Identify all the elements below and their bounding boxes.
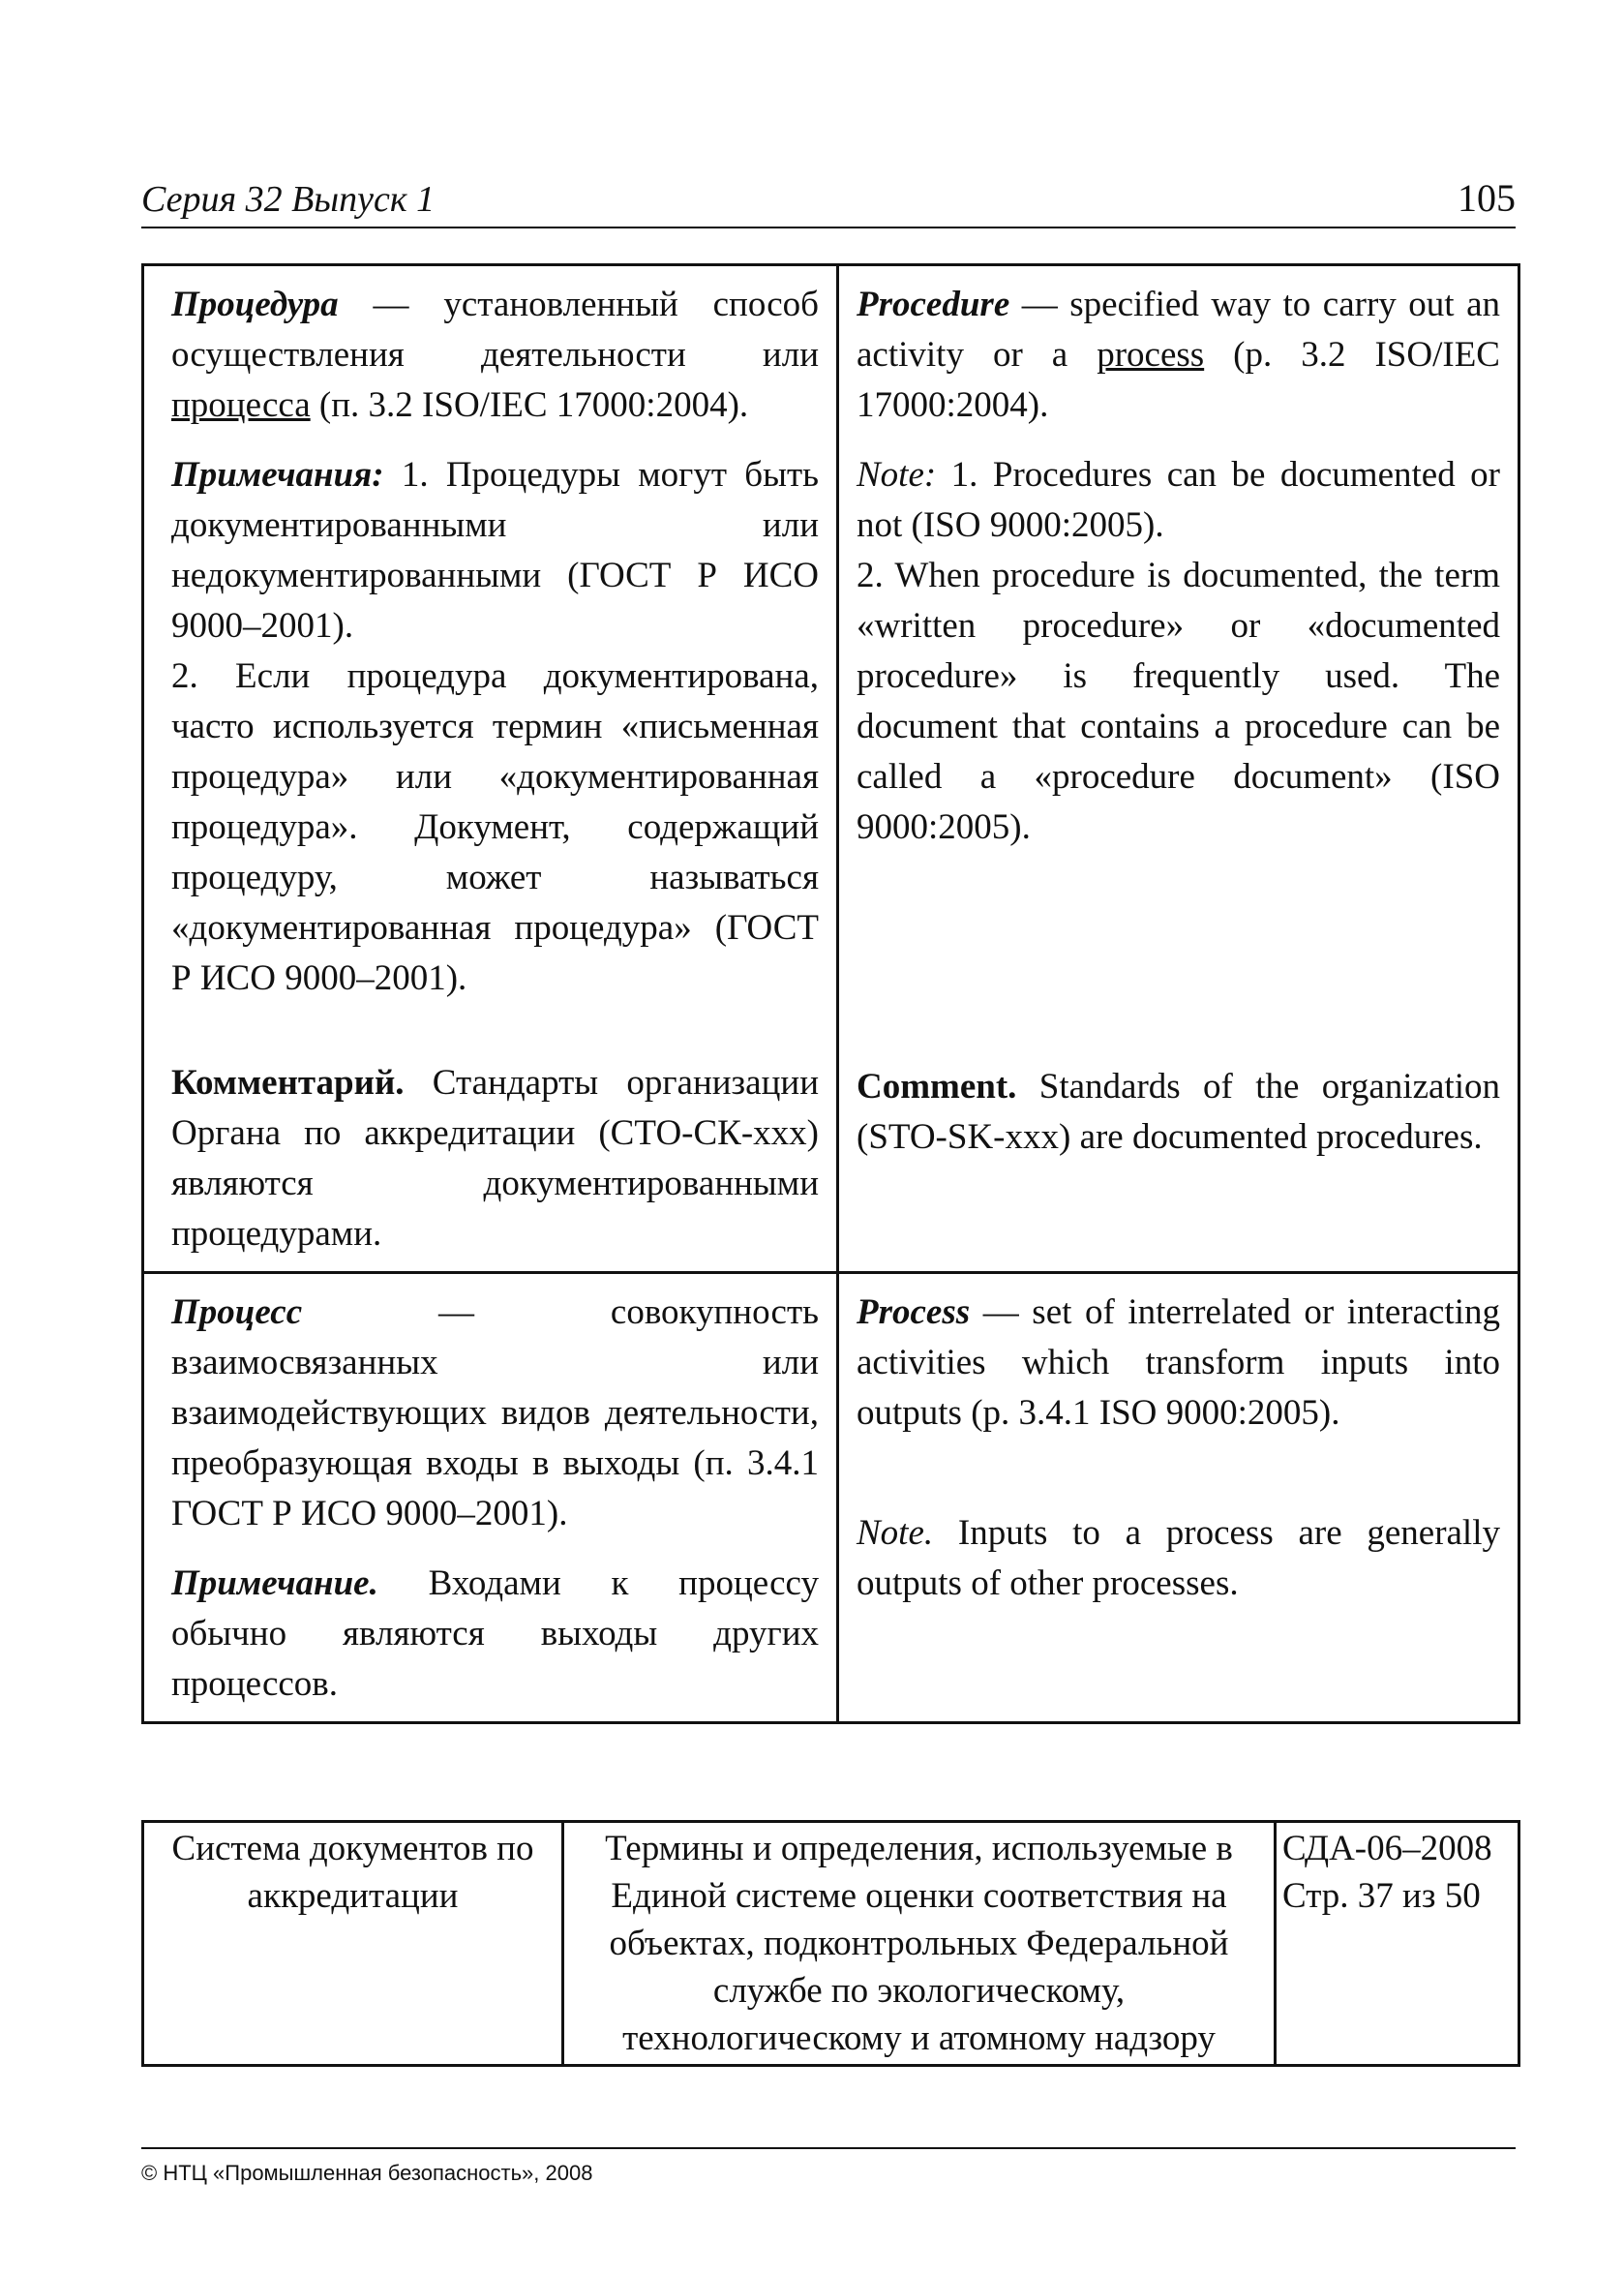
copyright-text: © НТЦ «Промышленная безопасность», 2008 xyxy=(141,2161,593,2185)
table-row xyxy=(143,265,1519,1273)
terms-table xyxy=(141,263,1520,1724)
term-label: Procedure xyxy=(857,285,1010,324)
document-page: Стр. 37 из 50 xyxy=(1282,1876,1481,1916)
table-row xyxy=(143,1822,1519,2066)
note-label: Примечания: xyxy=(171,455,384,495)
note-paragraph: Note: 1. Procedures can be documented or not (ISO 9000:2005). 2. When procedure is documented, the term «written procedure» or «documented procedure» is frequently used. The document that contains a procedure can be called a «procedure document» (ISO 9000:2005). xyxy=(857,455,1500,847)
page-header xyxy=(141,176,1516,228)
comment-label: Комментарий. xyxy=(171,1063,405,1103)
term-label: Process xyxy=(857,1292,971,1332)
document-title-cell: Термины и определения, используемые в Единой системе оценки соответствия на объектах, подконтрольных Федеральной службе по экологическому, технологическому и атомному надзору xyxy=(563,1822,1276,2066)
document-code: СДА-06–2008 xyxy=(1282,1829,1492,1868)
note-label: Примечание. xyxy=(171,1563,378,1603)
term-label: Процедура xyxy=(171,285,339,324)
term-cell-en xyxy=(838,1273,1519,1723)
term-cell-ru xyxy=(143,265,838,1273)
term-link: process xyxy=(1097,335,1205,375)
comment-paragraph: Комментарий. Стандарты организации Органа по аккредитации (СТО-СК-ххх) являются документированными процедурами. xyxy=(171,1063,819,1254)
note-paragraph: Примечание. Входами к процессу обычно являются выходы других процессов. xyxy=(171,1563,819,1704)
comment-paragraph: Comment. Standards of the organization (STO-SK-xxx) are documented procedures. xyxy=(857,1067,1500,1157)
footer-divider xyxy=(141,2147,1516,2149)
definition-paragraph: Process — set of interrelated or interacting activities which transform inputs into outputs (p. 3.4.1 ISO 9000:2005). xyxy=(857,1292,1500,1433)
term-label: Процесс xyxy=(171,1292,303,1332)
note-label: Note. xyxy=(857,1513,934,1553)
document-system-cell: Система документов по аккредитации xyxy=(143,1822,563,2066)
definition-paragraph: Процесс — совокупность взаимосвязанных или взаимодействующих видов деятельности, преобразующая входы в выходы (п. 3.4.1 ГОСТ Р ИСО 9000–2001). xyxy=(171,1292,819,1533)
series-title: Серия 32 Выпуск 1 xyxy=(141,179,436,220)
definition-paragraph: Procedure — specified way to carry out an activity or a process (p. 3.2 ISO/IEC 17000:2004). xyxy=(857,285,1500,425)
document-footer-table xyxy=(141,1820,1520,2067)
term-link: процесса xyxy=(171,385,311,425)
term-cell-en xyxy=(838,265,1519,1273)
term-cell-ru xyxy=(143,1273,838,1723)
note-paragraph: Примечания: 1. Процедуры могут быть документированными или недокументированными (ГОСТ Р ИСО 9000–2001). 2. Если процедура документирована, часто используется термин «письменная процедура» или «документированная процедура». Документ, содержащий процедуру, может называться «документированная процедура» (ГОСТ Р ИСО 9000–2001). xyxy=(171,455,819,998)
table-row xyxy=(143,1273,1519,1723)
document-code-cell xyxy=(1276,1822,1519,2066)
note-paragraph: Note. Inputs to a process are generally outputs of other processes. xyxy=(857,1513,1500,1603)
page-number: 105 xyxy=(1458,176,1516,220)
definition-paragraph: Процедура — установленный способ осуществления деятельности или процесса (п. 3.2 ISO/IEC 17000:2004). xyxy=(171,285,819,425)
comment-label: Comment. xyxy=(857,1067,1017,1107)
note-label: Note: xyxy=(857,455,937,495)
